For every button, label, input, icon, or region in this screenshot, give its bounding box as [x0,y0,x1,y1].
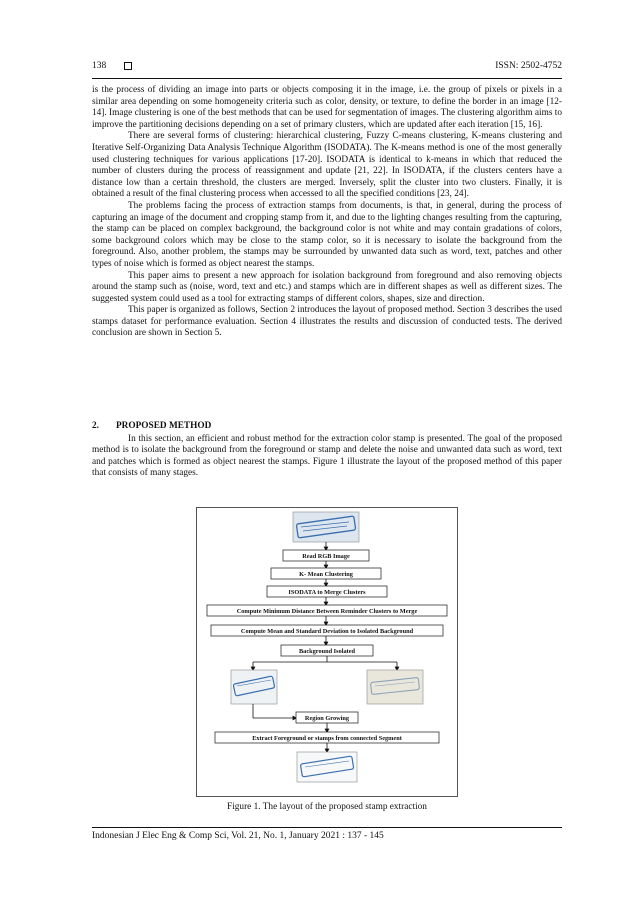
issn: ISSN: 2502-4752 [495,61,562,71]
step-read-rgb [283,550,369,561]
step-extract-foreground [215,732,439,743]
figure-caption: Figure 1. The layout of the proposed stamp extraction [227,802,427,812]
stamp-image-left [231,670,277,704]
section-title: PROPOSED METHOD [116,421,212,431]
step-read-rgb-label: Read RGB Image [302,553,350,560]
step-min-distance-label: Compute Minimum Distance Between Reminder Clusters to Merge [236,608,418,615]
step-background-isolated-label: Background Isolated [298,648,356,655]
running-footer: Indonesian J Elec Eng & Comp Sci, Vol. 21, No. 1, January 2021 : 137 - 145 [92,831,384,841]
header-rule [92,78,562,79]
section-proposed-method [92,421,562,480]
stamp-image-right [367,670,423,704]
step-background-isolated [281,645,373,656]
stamp-image-top [293,512,359,542]
footer-rule [92,827,562,828]
paragraph: is the process of dividing an image into parts or objects composing it in the image, i.e. the group of pixels or pixels in a similar area depending on some homogeneity criteria such as color, density, or texture, to define the border in an image [12-14]. Image clustering is one of the best methods that can be used for segmentation of images. The clustering algorithm aims to improve the partitioning decisions depending on a set of primary clusters, which are updated after each iteration [15, 16]. [92,85,562,130]
paragraph: The problems facing the process of extraction stamps from documents, is that, in general, during the process of capturing an image of the document and cropping stamp from it, and due to the lighting changes resulting from the capturing, the stamp can be placed on complex background, the background color is not white and may contain gradations of colors, some background colors which may be close to the stamp color, so it is necessary to isolate the background from the foreground. Also, another problem, the stamps may be surrounded by unwanted data such as word, text, patches and other types of noise which is formed as object nearest the stamps. [92,200,562,269]
step-region-growing [296,712,358,723]
step-extract-foreground-label: Extract Foreground or stamps from connected Segment [252,735,402,742]
step-isodata [267,586,387,597]
paragraph: This paper is organized as follows, Section 2 introduces the layout of proposed method. Section 3 describes the used stamps dataset for performance evaluation. Section 4 illustrates the results and discussion of conducted tests. The derived conclusion are shown in Section 5. [92,305,562,339]
running-header [92,61,562,75]
step-isodata-label: ISODATA to Merge Clusters [288,589,366,596]
section-heading [92,421,562,433]
step-kmean-label: K- Mean Clustering [299,571,353,578]
step-kmean [271,568,381,579]
step-mean-std-label: Compute Mean and Standard Deviation to Isolated Background [240,628,414,635]
paragraph: This paper aims to present a new approach for isolation background from foreground and also removing objects around the stamp such as (noise, word, text and etc.) and stamps which are in different shapes as well as different sizes. The suggested system could used as a tool for extracting stamps of different colors, shapes, size and direction. [92,270,562,304]
figure-1-flowchart [196,507,458,797]
step-mean-std [211,625,443,636]
paragraph: There are several forms of clustering: hierarchical clustering, Fuzzy C-means clustering, K-means clustering and Iterative Self-Organizing Data Analysis Technique Algorithm (ISODATA). The K-means method is one of the most generally used clustering techniques for various applications [17-20]. ISODATA is identical to k-means in which that reduced the number of clusters during the process of reassignment and update [21, 22]. In ISODATA, if the clusters centers have a distance low than a certain threshold, the clusters are merged. Inversely, split the cluster into two clusters. Finally, it is obtained a result of the final clustering process when accessed to all the specified conditions [23, 24]. [92,131,562,200]
section-paragraph: In this section, an efficient and robust method for the extraction color stamp is presented. The goal of the proposed method is to isolate the background from the foreground or stamp and delete the noise and unwanted data such as word, text and patches which is formed as object nearest the stamps. Figure 1 illustrate the layout of the proposed method of this paper that consists of many stages. [92,433,562,479]
body-text [92,85,562,340]
page-number: 138 [92,61,107,71]
stamp-image-result [297,752,357,782]
checkbox-glyph-icon [124,62,132,70]
step-region-growing-label: Region Growing [304,715,350,722]
section-number: 2. [92,421,99,431]
flowchart-svg [197,508,459,798]
step-min-distance [207,605,447,616]
